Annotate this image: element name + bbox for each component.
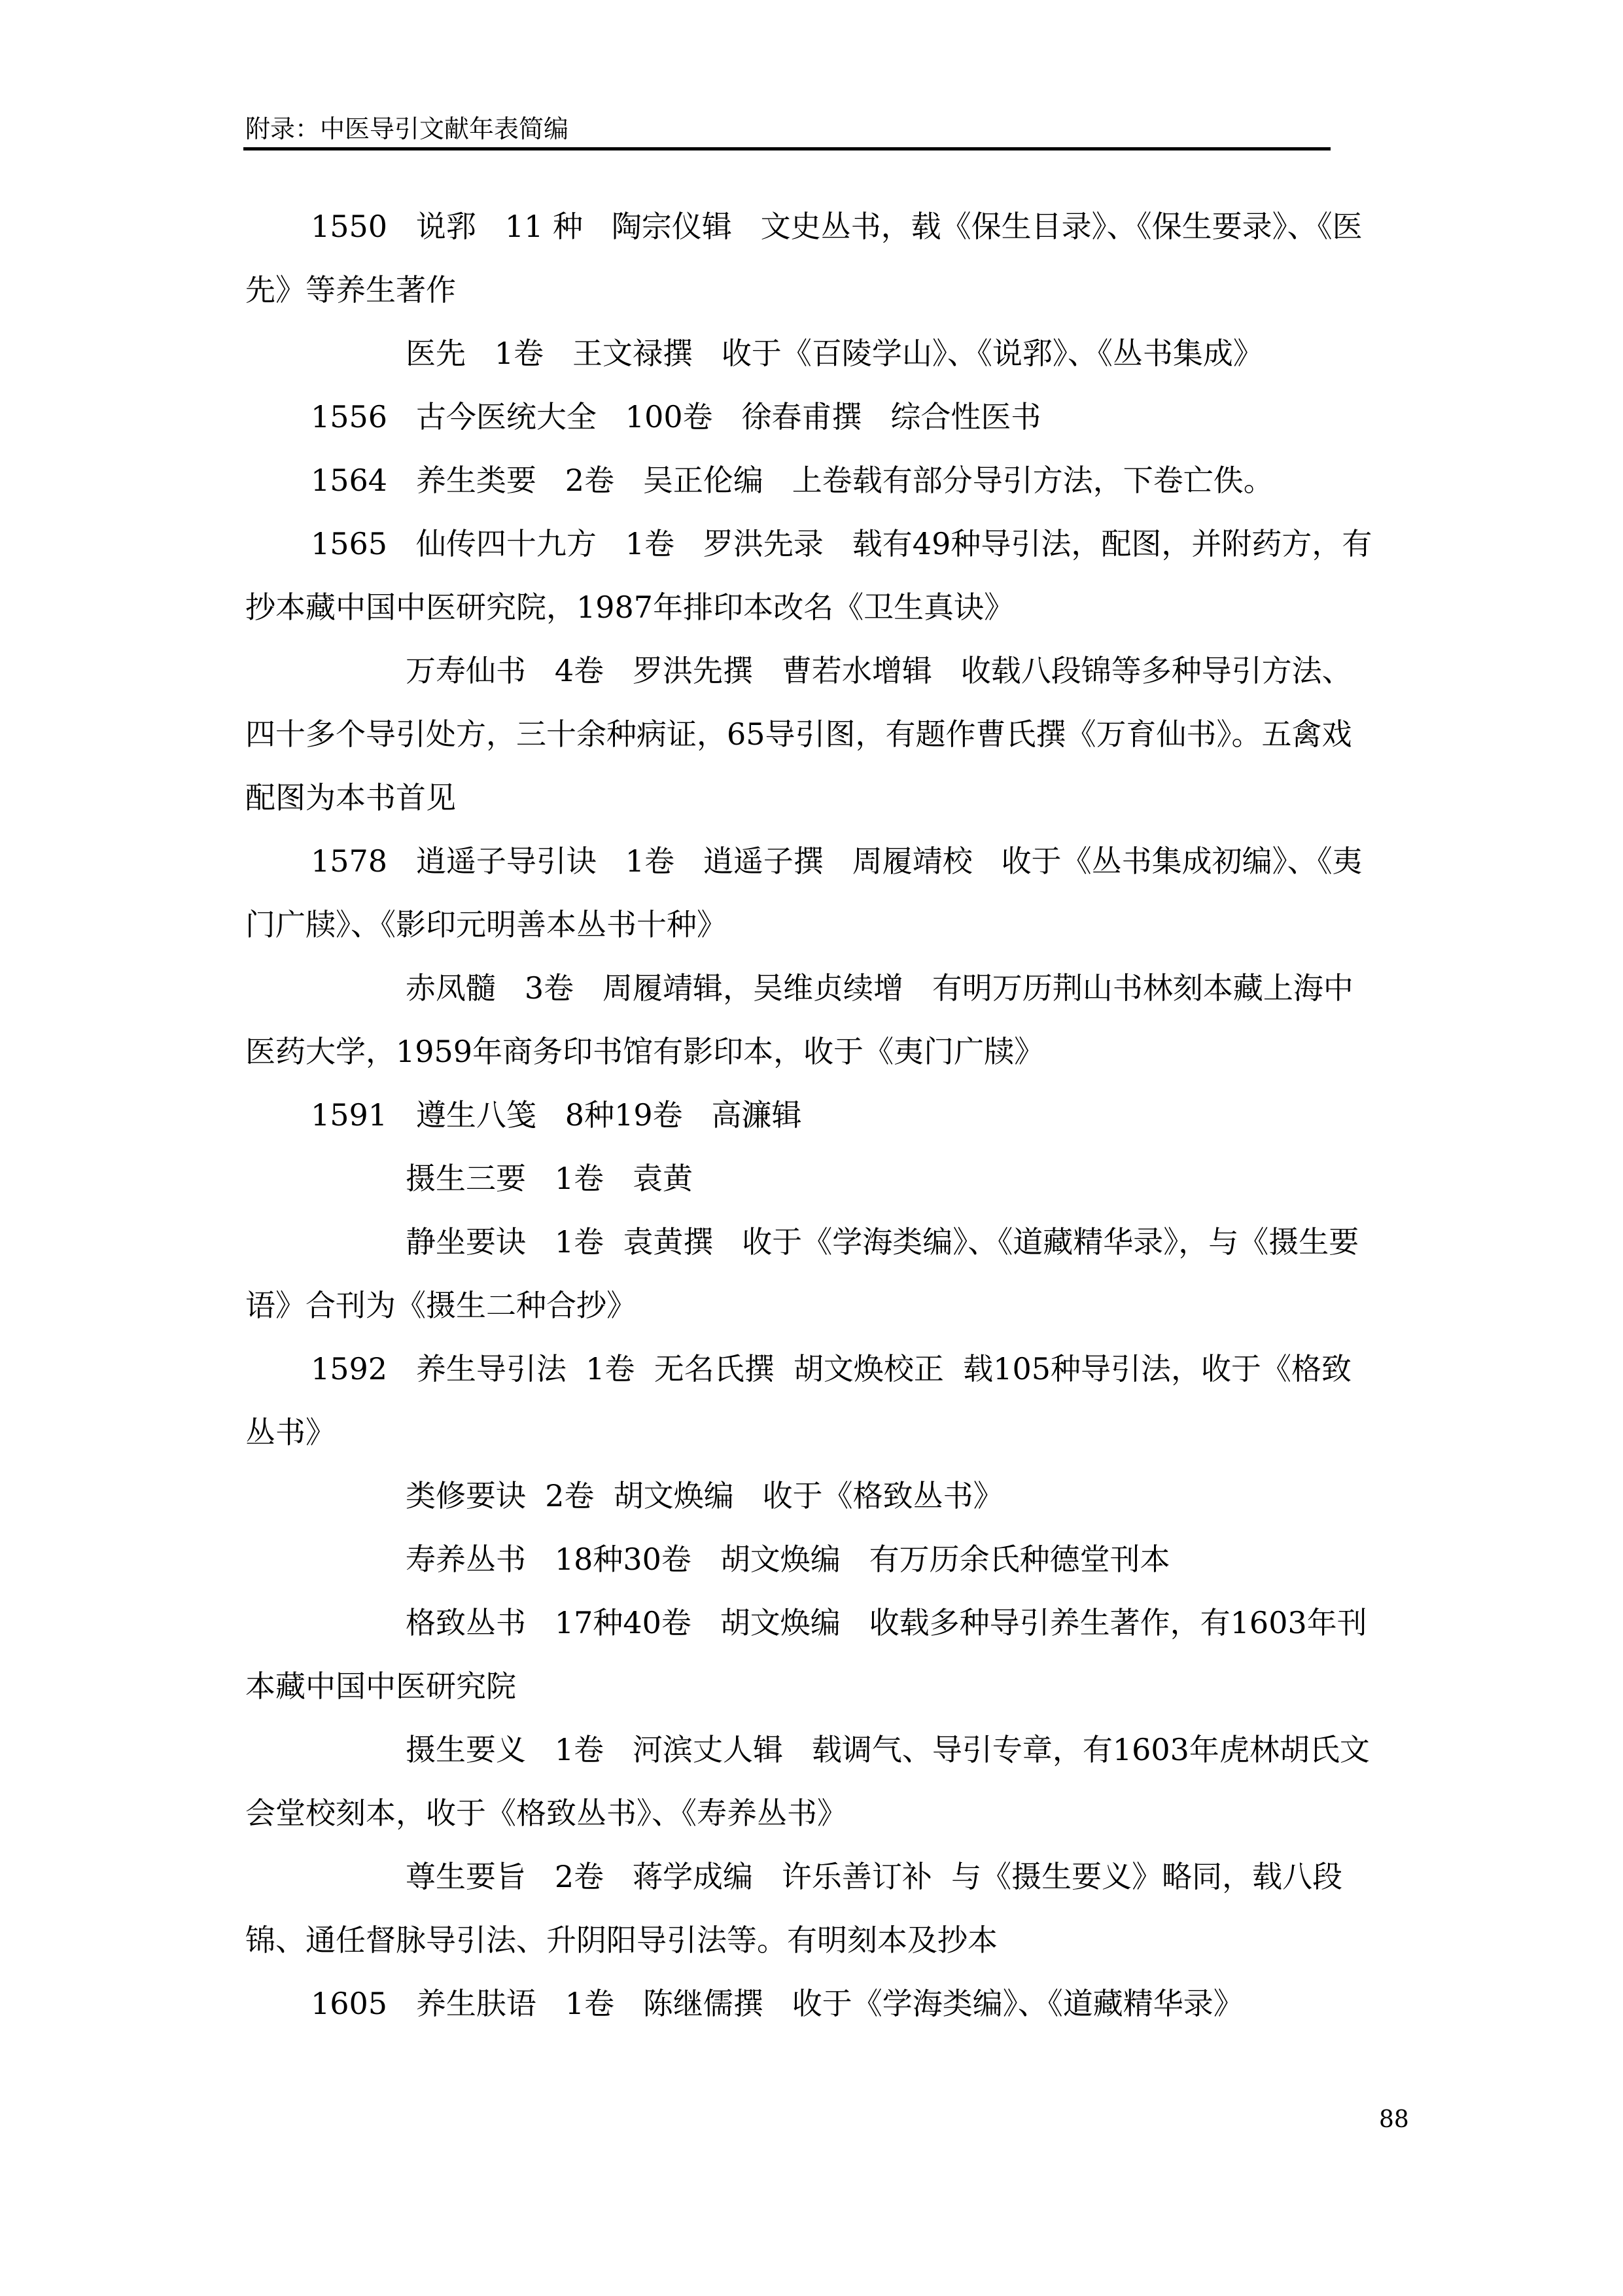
running-header: 附录：中医导引文献年表简编 [245,115,569,143]
year-entry: 1592 养生导引法 1卷 无名氏撰 胡文焕校正 载105种导引法，收于《格致丛书》 [245,1351,1352,1450]
sub-entry: 摄生要义 1卷 河滨丈人辑 载调气、导引专章，有1603年虎林胡氏文会堂校刻本，收于《格致丛书》、《寿养丛书》 [245,1732,1370,1831]
chronology-list [245,195,1378,2036]
sub-entry: 寿养丛书 18种30卷 胡文焕编 有万历余氏种德堂刊本 [406,1542,1170,1577]
sub-entry: 静坐要诀 1卷 袁黄撰 收于《学海类编》、《道藏精华录》，与《摄生要语》合刊为《摄生二种合抄》 [245,1224,1359,1323]
year-entry: 1591 遵生八笺 8种19卷 高濂辑 [311,1097,802,1133]
year-entry: 1578 逍遥子导引诀 1卷 逍遥子撰 周履靖校 收于《丛书集成初编》、《夷门广牍》、《影印元明善本丛书十种》 [245,843,1363,942]
sub-entry: 摄生三要 1卷 袁黄 [406,1161,693,1196]
sub-entry: 赤凤髓 3卷 周履靖辑，吴维贞续增 有明万历荆山书林刻本藏上海中医药大学，1959年商务印书馆有影印本，收于《夷门广牍》 [245,970,1353,1069]
sub-entry: 尊生要旨 2卷 蒋学成编 许乐善订补 与《摄生要义》略同，载八段锦、通任督脉导引法、升阴阳导引法等。有明刻本及抄本 [245,1859,1343,1958]
year-entry: 1556 古今医统大全 100卷 徐春甫撰 综合性医书 [311,399,1041,434]
header-rule [243,147,1331,150]
year-entry: 1550 说郛 11 种 陶宗仪辑 文史丛书，载《保生目录》、《保生要录》、《医先》等养生著作 [245,209,1363,308]
page-number: 88 [1379,2106,1409,2133]
sub-entry: 类修要诀 2卷 胡文焕编 收于《格致丛书》 [406,1478,1003,1513]
year-entry: 1605 养生肤语 1卷 陈继儒撰 收于《学海类编》、《道藏精华录》 [311,1986,1244,2021]
sub-entry: 格致丛书 17种40卷 胡文焕编 收载多种导引养生著作，有1603年刊本藏中国中医研究院 [245,1605,1367,1704]
year-entry: 1564 养生类要 2卷 吴正伦编 上卷载有部分导引方法，下卷亡佚。 [311,463,1274,498]
year-entry: 1565 仙传四十九方 1卷 罗洪先录 载有49种导引法，配图，并附药方，有抄本藏中国中医研究院，1987年排印本改名《卫生真诀》 [245,526,1372,625]
sub-entry: 医先 1卷 王文禄撰 收于《百陵学山》、《说郛》、《丛书集成》 [406,336,1263,371]
sub-entry: 万寿仙书 4卷 罗洪先撰 曹若水增辑 收载八段锦等多种导引方法、四十多个导引处方，三十余种病证，65导引图，有题作曹氏撰《万育仙书》。五禽戏配图为本书首见 [245,653,1352,815]
